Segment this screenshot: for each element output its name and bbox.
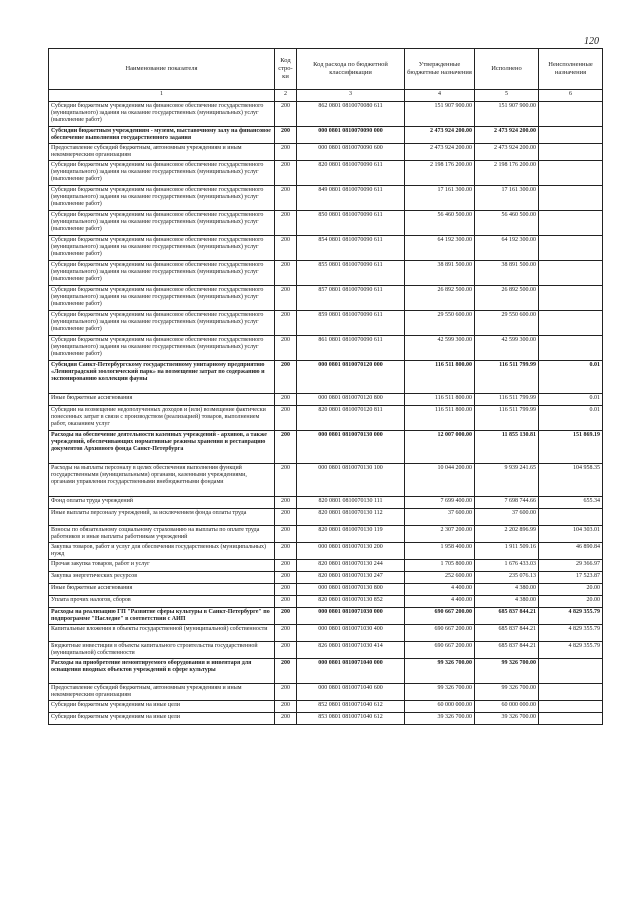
table-row — [49, 394, 603, 406]
row-unexecuted — [539, 311, 603, 336]
row-unexecuted: 0.01 — [539, 394, 603, 406]
row-executed: 39 326 700.00 — [475, 713, 539, 725]
column-number-row — [49, 90, 603, 102]
table-row — [49, 608, 603, 625]
row-executed: 11 855 130.81 — [475, 431, 539, 464]
header-name: Наименование показателя — [49, 49, 275, 90]
row-executed: 1 911 509.16 — [475, 543, 539, 560]
row-approved: 17 161 300.00 — [405, 186, 475, 211]
row-name: Субсидии бюджетным учреждениям на финансовое обеспечение государственного (муниципального) задания на оказание государственных (муниципальных) услуг (выполнение работ) — [49, 336, 275, 361]
row-budget-code: 849 0801 0810070090 611 — [297, 186, 405, 211]
row-executed: 685 837 844.21 — [475, 625, 539, 642]
row-code: 200 — [275, 497, 297, 509]
column-number: 4 — [405, 90, 475, 102]
table-row — [49, 336, 603, 361]
row-name: Субсидии бюджетным учреждениям на финансовое обеспечение государственного (муниципального) задания на оказание государственных (муниципальных) услуг (выполнение работ) — [49, 161, 275, 186]
table-row — [49, 361, 603, 394]
row-unexecuted: 104 958.35 — [539, 464, 603, 497]
header-unexecuted: Неисполненные назначения — [539, 49, 603, 90]
row-approved: 60 000 000.00 — [405, 701, 475, 713]
row-budget-code: 000 0801 0810071040 600 — [297, 684, 405, 701]
row-executed: 151 907 900.00 — [475, 102, 539, 127]
row-approved: 10 044 200.00 — [405, 464, 475, 497]
row-budget-code: 820 0801 0810070130 111 — [297, 497, 405, 509]
row-name: Взносы по обязательному социальному страхованию на выплаты по оплате труда работников и иные выплаты работникам учреждений — [49, 526, 275, 543]
row-unexecuted — [539, 127, 603, 144]
row-unexecuted: 655.34 — [539, 497, 603, 509]
row-name: Субсидии на возмещение недополученных доходов и (или) возмещение фактически понесенных затрат в связи с производством (реализацией) товаров, выполнением работ, оказанием услуг — [49, 406, 275, 431]
header-executed: Исполнено — [475, 49, 539, 90]
row-code: 200 — [275, 684, 297, 701]
row-name: Субсидии бюджетным учреждениям на финансовое обеспечение государственного (муниципального) задания на оказание государственных (муниципальных) услуг (выполнение работ) — [49, 261, 275, 286]
row-name: Субсидии бюджетным учреждениям - музеям, выставочному залу на финансовое обеспечение выполнения государственного задания — [49, 127, 275, 144]
row-executed: 235 076.13 — [475, 572, 539, 584]
row-name: Иные бюджетные ассигнования — [49, 394, 275, 406]
row-unexecuted: 20.00 — [539, 596, 603, 608]
table-row — [49, 713, 603, 725]
row-executed: 116 511 799.99 — [475, 406, 539, 431]
row-code: 200 — [275, 186, 297, 211]
row-name: Субсидии бюджетным учреждениям на финансовое обеспечение государственного (муниципального) задания на оказание государственных (муниципальных) услуг (выполнение работ) — [49, 236, 275, 261]
row-budget-code: 000 0801 0810070120 000 — [297, 361, 405, 394]
row-code: 200 — [275, 102, 297, 127]
row-budget-code: 000 0801 0810070130 000 — [297, 431, 405, 464]
row-name: Расходы на реализацию ГП "Развитие сферы культуры в Санкт-Петербурге" по подпрограмме "Наследие" в соответствии с АИП — [49, 608, 275, 625]
row-executed: 9 939 241.65 — [475, 464, 539, 497]
header-row — [49, 49, 603, 90]
row-code: 200 — [275, 144, 297, 161]
row-executed: 38 891 500.00 — [475, 261, 539, 286]
row-unexecuted — [539, 261, 603, 286]
row-code: 200 — [275, 608, 297, 625]
row-name: Фонд оплаты труда учреждений — [49, 497, 275, 509]
row-approved: 151 907 900.00 — [405, 102, 475, 127]
row-name: Расходы на обеспечение деятельности казенных учреждений - архивов, а также учреждений, обеспечивающих нормативные режимы хранения и реставрацию документов Архивного фонда Санкт-Петербурга — [49, 431, 275, 464]
row-approved: 116 511 800.00 — [405, 394, 475, 406]
row-code: 200 — [275, 286, 297, 311]
row-executed: 64 192 300.00 — [475, 236, 539, 261]
row-executed: 42 599 300.00 — [475, 336, 539, 361]
row-name: Бюджетные инвестиции в объекты капитального строительства государственной (муниципальной) собственности — [49, 642, 275, 659]
row-unexecuted — [539, 684, 603, 701]
table-row — [49, 102, 603, 127]
row-unexecuted: 17 523.87 — [539, 572, 603, 584]
row-name: Предоставление субсидий бюджетным, автономным учреждениям и иным некоммерческим организациям — [49, 684, 275, 701]
row-code: 200 — [275, 659, 297, 684]
row-name: Субсидии бюджетным учреждениям на иные цели — [49, 701, 275, 713]
row-budget-code: 850 0801 0810070090 611 — [297, 211, 405, 236]
row-executed: 4 380.00 — [475, 596, 539, 608]
row-unexecuted — [539, 144, 603, 161]
table-row — [49, 642, 603, 659]
column-number: 1 — [49, 90, 275, 102]
row-executed: 56 460 500.00 — [475, 211, 539, 236]
row-code: 200 — [275, 336, 297, 361]
row-approved: 38 891 500.00 — [405, 261, 475, 286]
row-unexecuted — [539, 701, 603, 713]
row-name: Субсидии бюджетным учреждениям на финансовое обеспечение государственного (муниципального) задания на оказание государственных (муниципальных) услуг (выполнение работ) — [49, 186, 275, 211]
row-code: 200 — [275, 572, 297, 584]
row-unexecuted — [539, 236, 603, 261]
row-unexecuted — [539, 509, 603, 526]
row-budget-code: 820 0801 0810070090 611 — [297, 161, 405, 186]
row-approved: 4 400.00 — [405, 584, 475, 596]
row-code: 200 — [275, 394, 297, 406]
row-budget-code: 859 0801 0810070090 611 — [297, 311, 405, 336]
row-code: 200 — [275, 406, 297, 431]
row-unexecuted — [539, 102, 603, 127]
row-budget-code: 854 0801 0810070090 611 — [297, 236, 405, 261]
row-executed: 116 511 799.99 — [475, 394, 539, 406]
column-number: 5 — [475, 90, 539, 102]
row-approved: 2 307 200.00 — [405, 526, 475, 543]
row-executed: 99 326 700.00 — [475, 659, 539, 684]
row-name: Расходы на выплаты персоналу в целях обеспечения выполнения функций государственными (муниципальными) органами, казенными учреждениями, органами управления государственными внебюджетными фондами — [49, 464, 275, 497]
row-unexecuted — [539, 161, 603, 186]
table-row — [49, 127, 603, 144]
row-budget-code: 000 0801 0810070090 000 — [297, 127, 405, 144]
row-code: 200 — [275, 596, 297, 608]
row-code: 200 — [275, 431, 297, 464]
table-row — [49, 431, 603, 464]
row-budget-code: 820 0801 0810070130 112 — [297, 509, 405, 526]
row-code: 200 — [275, 625, 297, 642]
row-name: Субсидии бюджетным учреждениям на финансовое обеспечение государственного (муниципального) задания на оказание государственных (муниципальных) услуг (выполнение работ) — [49, 286, 275, 311]
row-approved: 690 667 200.00 — [405, 608, 475, 625]
row-executed: 116 511 799.99 — [475, 361, 539, 394]
budget-table — [48, 48, 603, 725]
row-executed: 4 380.00 — [475, 584, 539, 596]
row-budget-code: 862 0801 0810070080 611 — [297, 102, 405, 127]
row-approved: 7 699 400.00 — [405, 497, 475, 509]
row-unexecuted: 20.00 — [539, 584, 603, 596]
table-row — [49, 236, 603, 261]
row-executed: 1 676 433.03 — [475, 560, 539, 572]
table-row — [49, 497, 603, 509]
row-unexecuted — [539, 186, 603, 211]
row-approved: 99 326 700.00 — [405, 659, 475, 684]
row-budget-code: 000 0801 0810070130 200 — [297, 543, 405, 560]
row-budget-code: 855 0801 0810070090 611 — [297, 261, 405, 286]
row-code: 200 — [275, 713, 297, 725]
row-approved: 39 326 700.00 — [405, 713, 475, 725]
row-code: 200 — [275, 543, 297, 560]
table-row — [49, 464, 603, 497]
row-code: 200 — [275, 161, 297, 186]
row-unexecuted: 29 366.97 — [539, 560, 603, 572]
row-approved: 2 198 176 200.00 — [405, 161, 475, 186]
table-row — [49, 684, 603, 701]
row-name: Субсидия Санкт-Петербургскому государственному унитарному предприятию «Ленинградский зоологический парк» на возмещение затрат по содержанию и экспонированию коллекции фауны — [49, 361, 275, 394]
row-name: Закупка товаров, работ и услуг для обеспечения государственных (муниципальных) нужд — [49, 543, 275, 560]
table-row — [49, 311, 603, 336]
row-approved: 116 511 800.00 — [405, 361, 475, 394]
row-approved: 1 958 400.00 — [405, 543, 475, 560]
row-code: 200 — [275, 584, 297, 596]
row-approved: 116 511 800.00 — [405, 406, 475, 431]
row-name: Расходы на приобретение немонтируемого оборудования и инвентаря для оснащения вводных объектов учреждений в сфере культуры — [49, 659, 275, 684]
row-code: 200 — [275, 127, 297, 144]
row-budget-code: 000 0801 0810070130 100 — [297, 464, 405, 497]
column-number: 6 — [539, 90, 603, 102]
row-unexecuted — [539, 286, 603, 311]
row-executed: 60 000 000.00 — [475, 701, 539, 713]
table-row — [49, 659, 603, 684]
row-executed: 2 202 896.99 — [475, 526, 539, 543]
table-row — [49, 261, 603, 286]
row-approved: 99 326 700.00 — [405, 684, 475, 701]
row-budget-code: 826 0801 0810071030 414 — [297, 642, 405, 659]
header-budget-code: Код расхода по бюджетной классификации — [297, 49, 405, 90]
row-approved: 12 007 000.00 — [405, 431, 475, 464]
row-name: Капитальные вложения в объекты государственной (муниципальной) собственности — [49, 625, 275, 642]
row-budget-code: 853 0801 0810071040 612 — [297, 713, 405, 725]
row-budget-code: 000 0801 0810070090 600 — [297, 144, 405, 161]
row-executed: 2 473 924 200.00 — [475, 144, 539, 161]
row-executed: 17 161 300.00 — [475, 186, 539, 211]
table-row — [49, 572, 603, 584]
row-name: Уплата прочих налогов, сборов — [49, 596, 275, 608]
row-budget-code: 861 0801 0810070090 611 — [297, 336, 405, 361]
row-executed: 2 473 924 200.00 — [475, 127, 539, 144]
row-unexecuted: 0.01 — [539, 361, 603, 394]
row-approved: 4 400.00 — [405, 596, 475, 608]
row-name: Субсидии бюджетным учреждениям на финансовое обеспечение государственного (муниципального) задания на оказание государственных (муниципальных) услуг (выполнение работ) — [49, 102, 275, 127]
table-row — [49, 560, 603, 572]
row-code: 200 — [275, 361, 297, 394]
row-code: 200 — [275, 701, 297, 713]
row-code: 200 — [275, 526, 297, 543]
row-code: 200 — [275, 560, 297, 572]
row-approved: 252 600.00 — [405, 572, 475, 584]
table-row — [49, 596, 603, 608]
row-approved: 29 550 600.00 — [405, 311, 475, 336]
row-unexecuted — [539, 336, 603, 361]
table-row — [49, 584, 603, 596]
row-unexecuted: 4 829 355.79 — [539, 608, 603, 625]
row-budget-code: 820 0801 0810070130 119 — [297, 526, 405, 543]
table-row — [49, 186, 603, 211]
row-code: 200 — [275, 261, 297, 286]
row-budget-code: 000 0801 0810071030 000 — [297, 608, 405, 625]
table-row — [49, 701, 603, 713]
row-budget-code: 000 0801 0810070120 800 — [297, 394, 405, 406]
row-name: Субсидии бюджетным учреждениям на финансовое обеспечение государственного (муниципального) задания на оказание государственных (муниципальных) услуг (выполнение работ) — [49, 211, 275, 236]
table-row — [49, 625, 603, 642]
row-code: 200 — [275, 236, 297, 261]
row-code: 200 — [275, 311, 297, 336]
row-unexecuted — [539, 211, 603, 236]
table-row — [49, 144, 603, 161]
row-approved: 26 892 500.00 — [405, 286, 475, 311]
row-executed: 37 600.00 — [475, 509, 539, 526]
row-name: Прочая закупка товаров, работ и услуг — [49, 560, 275, 572]
row-executed: 2 198 176 200.00 — [475, 161, 539, 186]
row-executed: 29 550 600.00 — [475, 311, 539, 336]
row-executed: 99 326 700.00 — [475, 684, 539, 701]
row-code: 200 — [275, 642, 297, 659]
column-number: 2 — [275, 90, 297, 102]
row-executed: 685 837 844.21 — [475, 608, 539, 625]
row-code: 200 — [275, 211, 297, 236]
row-code: 200 — [275, 509, 297, 526]
row-approved: 2 473 924 200.00 — [405, 144, 475, 161]
table-row — [49, 543, 603, 560]
page-number: 120 — [584, 36, 599, 47]
row-executed: 7 698 744.66 — [475, 497, 539, 509]
row-approved: 2 473 924 200.00 — [405, 127, 475, 144]
header-code: Код стро-ки — [275, 49, 297, 90]
row-unexecuted: 151 869.19 — [539, 431, 603, 464]
row-budget-code: 000 0801 0810071040 000 — [297, 659, 405, 684]
row-budget-code: 852 0801 0810071040 612 — [297, 701, 405, 713]
row-name: Иные бюджетные ассигнования — [49, 584, 275, 596]
row-unexecuted: 0.01 — [539, 406, 603, 431]
row-budget-code: 820 0801 0810070130 244 — [297, 560, 405, 572]
row-approved: 690 667 200.00 — [405, 625, 475, 642]
row-name: Субсидии бюджетным учреждениям на иные цели — [49, 713, 275, 725]
row-unexecuted: 4 829 355.79 — [539, 642, 603, 659]
row-name: Субсидии бюджетным учреждениям на финансовое обеспечение государственного (муниципального) задания на оказание государственных (муниципальных) услуг (выполнение работ) — [49, 311, 275, 336]
table-row — [49, 526, 603, 543]
row-budget-code: 857 0801 0810070090 611 — [297, 286, 405, 311]
row-approved: 37 600.00 — [405, 509, 475, 526]
column-number: 3 — [297, 90, 405, 102]
row-unexecuted — [539, 713, 603, 725]
table-row — [49, 286, 603, 311]
table-row — [49, 211, 603, 236]
row-name: Закупка энергетических ресурсов — [49, 572, 275, 584]
row-name: Предоставление субсидий бюджетным, автономным учреждениям и иным некоммерческим организациям — [49, 144, 275, 161]
row-approved: 1 705 800.00 — [405, 560, 475, 572]
row-budget-code: 000 0801 0810070130 800 — [297, 584, 405, 596]
table-row — [49, 406, 603, 431]
row-approved: 42 599 300.00 — [405, 336, 475, 361]
row-budget-code: 820 0801 0810070120 811 — [297, 406, 405, 431]
table-row — [49, 509, 603, 526]
row-name: Иные выплаты персоналу учреждений, за исключением фонда оплаты труда — [49, 509, 275, 526]
row-budget-code: 820 0801 0810070130 852 — [297, 596, 405, 608]
row-approved: 690 667 200.00 — [405, 642, 475, 659]
row-code: 200 — [275, 464, 297, 497]
header-approved: Утвержденные бюджетные назначения — [405, 49, 475, 90]
row-unexecuted: 4 829 355.79 — [539, 625, 603, 642]
row-unexecuted: 104 303.01 — [539, 526, 603, 543]
row-unexecuted — [539, 659, 603, 684]
row-approved: 64 192 300.00 — [405, 236, 475, 261]
row-unexecuted: 46 890.84 — [539, 543, 603, 560]
row-executed: 685 837 844.21 — [475, 642, 539, 659]
row-budget-code: 820 0801 0810070130 247 — [297, 572, 405, 584]
row-budget-code: 000 0801 0810071030 400 — [297, 625, 405, 642]
table-row — [49, 161, 603, 186]
row-executed: 26 892 500.00 — [475, 286, 539, 311]
table-body — [49, 102, 603, 725]
row-approved: 56 460 500.00 — [405, 211, 475, 236]
